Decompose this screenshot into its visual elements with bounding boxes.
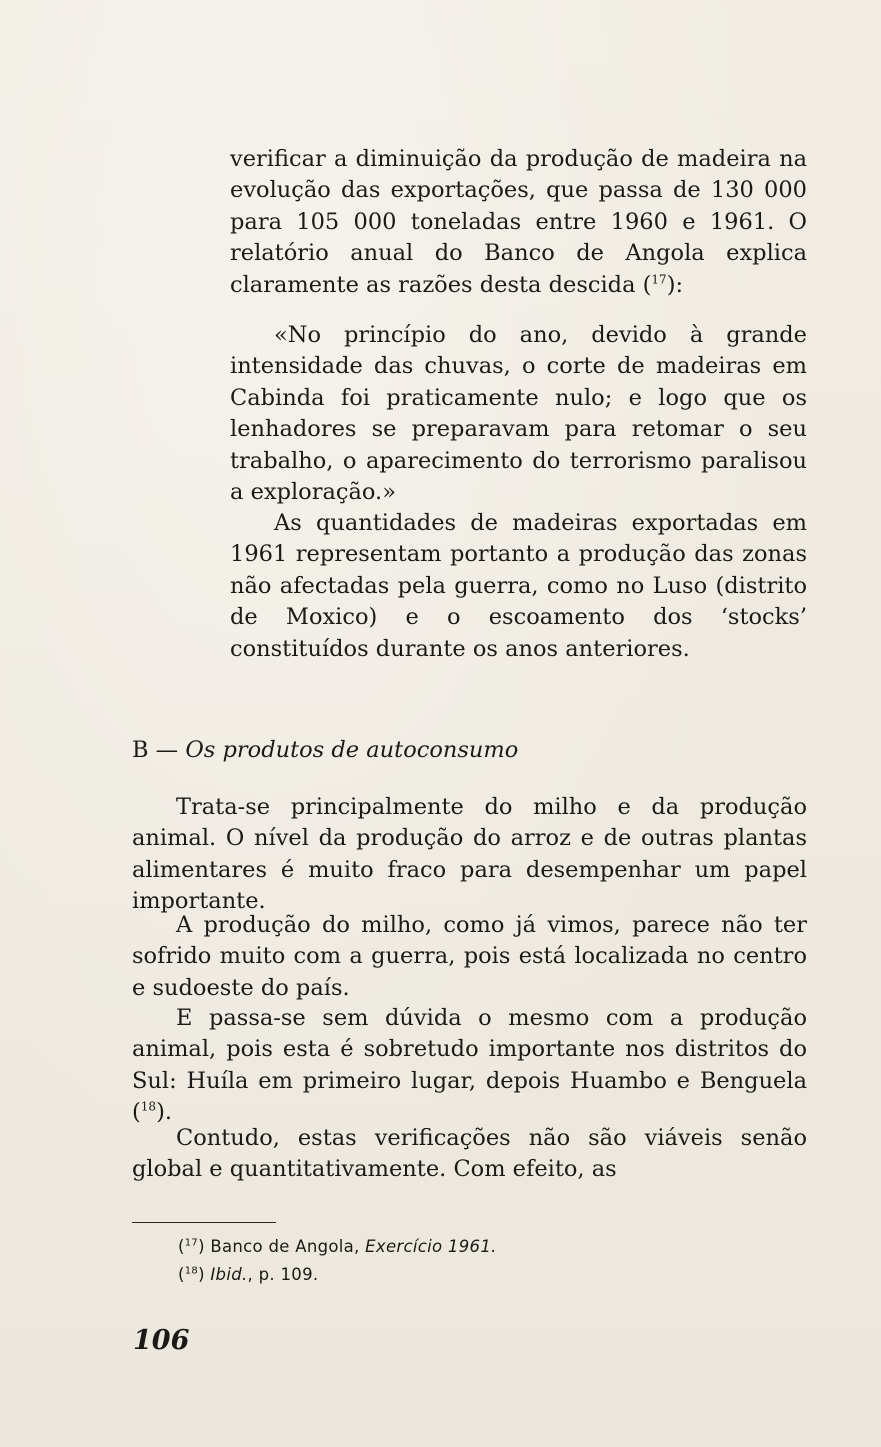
section-heading bbox=[132, 735, 518, 766]
paragraph-text: E passa-se sem dúvida o mesmo com a produção animal, pois esta é sobretudo importante nos distritos do Sul: Huíla em primeiro lugar, depois Huambo e Benguela ( bbox=[132, 1005, 807, 1126]
footnotes bbox=[178, 1233, 497, 1289]
paragraph-text: verificar a diminuição da produção de madeira na evolução das exportações, que passa de 130 000 para 105 000 toneladas entre 1960 e 1961. O relatório anual do Banco de Angola explica claramente as razões desta descida ( bbox=[230, 146, 807, 298]
footnote-mark: 18 bbox=[184, 1265, 199, 1277]
paragraph-quote-bank-report: «No princípio do ano, devido à grande intensidade das chuvas, o corte de madeiras em Cabinda foi praticamente nulo; e logo que os lenhadores se preparavam para retomar o seu trabalho, o aparecimento do terrorismo paralisou a exploração.» bbox=[230, 322, 807, 506]
footnote-text: , p. 109. bbox=[247, 1265, 319, 1284]
paragraph-maize-production: A produção do milho, como já vimos, parece não ter sofrido muito com a guerra, pois está localizada no centro e sudoeste do país. bbox=[132, 912, 807, 1001]
footnote-italic-text: Exercício 1961. bbox=[365, 1237, 497, 1256]
footnote-17: ($^{17}$) Banco de Angola, Exercício 1961. bbox=[178, 1237, 497, 1256]
section-letter: B — bbox=[132, 737, 186, 763]
footnote-italic-text: Ibid. bbox=[210, 1265, 248, 1284]
footnote-divider bbox=[132, 1222, 276, 1223]
section-title-text: Os produtos de autoconsumo bbox=[185, 737, 519, 763]
paragraph-text-end: ). bbox=[156, 1099, 172, 1126]
footnote-text: Banco de Angola, bbox=[204, 1237, 366, 1256]
paragraph-wood-exports bbox=[230, 144, 807, 301]
paragraph-verifications: Contudo, estas verificações não são viáveis senão global e quantitativamente. Com efeito, as bbox=[132, 1125, 807, 1183]
page-number: 106 bbox=[133, 1325, 190, 1356]
footnote-ref-17[interactable]: 17 bbox=[651, 272, 667, 287]
footnote-18: ($^{18}$) Ibid., p. 109. bbox=[178, 1265, 319, 1284]
paragraph-self-consumption-products: Trata-se principalmente do milho e da produção animal. O nível da produção do arroz e de outras plantas alimentares é muito fraco para desempenhar um papel importante. bbox=[132, 794, 807, 915]
paragraph-animal-production bbox=[132, 1003, 807, 1129]
paragraph-text-end: ): bbox=[666, 271, 684, 298]
footnote-ref-18[interactable]: 18 bbox=[140, 1099, 157, 1114]
paragraph-quantities-exported: As quantidades de madeiras exportadas em 1961 representam portanto a produção das zonas não afectadas pela guerra, como no Luso (distrito de Moxico) e o escoamento dos ‘stocks’ constituídos durante os anos anteriores. bbox=[230, 510, 807, 662]
footnote-mark: 17 bbox=[184, 1237, 199, 1249]
